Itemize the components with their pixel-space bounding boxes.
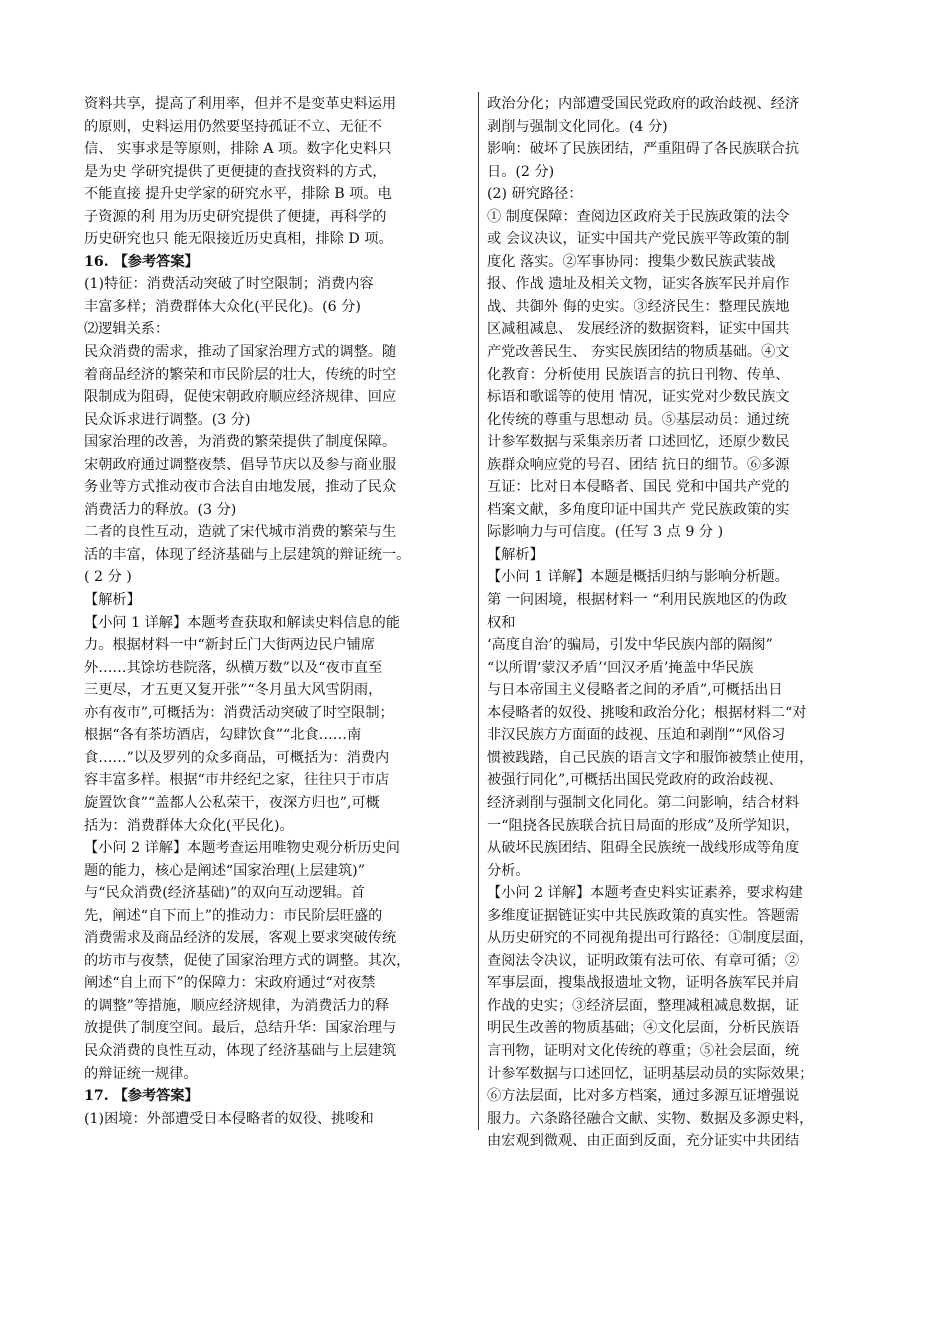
text-line: 历史研究也只 能无限接近历史真相，排除 D 项。 xyxy=(84,231,393,248)
text-line: 族群众响应党的号召、团结 抗日的细节。⑥多源 xyxy=(487,456,790,473)
text-line: 政治分化；内部遭受国民党政府的政治歧视、经济 xyxy=(487,96,800,112)
text-line: 根据“各有茶坊酒店，勾肆饮食”“北食……南 xyxy=(84,727,362,744)
text-line: 放提供了制度空间。最后，总结升华：国家治理与 xyxy=(84,1020,397,1037)
text-line: 括为：消费群体大众化(平民化)。 xyxy=(84,817,294,834)
text-line: 权和 xyxy=(487,614,516,631)
text-line: 【解析】 xyxy=(84,592,141,609)
text-line: 非汉民族方方面面的歧视、压迫和剥削”“风俗习 xyxy=(487,727,786,744)
text-line: 旋置饮食”“盖都人公私荣干，夜深方归也”,可概 xyxy=(84,794,380,811)
column-divider xyxy=(478,92,479,1130)
text-line: 【解析】 xyxy=(487,546,544,563)
text-line: 报、作战 遗址及相关文物，证实各族军民并肩作 xyxy=(487,276,790,293)
text-line: 亦有夜市”,可概括为：消费活动突破了时空限制； xyxy=(84,704,394,721)
text-line: 的坊市与夜禁，促使了国家治理方式的调整。其次， xyxy=(84,952,411,969)
text-line: 民众消费的良性互动，体现了经济基础与上层建筑 xyxy=(84,1042,397,1059)
text-line: 惯被践踏，自己民族的语言文字和服饰被禁止使用， xyxy=(487,749,814,766)
text-line: 或 会议决议，证实中国共产党民族平等政策的制 xyxy=(487,231,790,248)
text-line: 分析。 xyxy=(487,862,530,879)
text-line: 影响：破坏了民族团结，严重阻碍了各民族联合抗 xyxy=(487,141,800,158)
text-line: ( 2 分 ) xyxy=(84,569,132,586)
text-line: 资料共享，提高了利用率，但并不是变革史料运用 xyxy=(84,96,397,112)
text-line: 的辩证统一规律。 xyxy=(84,1065,198,1082)
text-line: 服力。六条路径融合文献、实物、数据及多源史料， xyxy=(487,1110,814,1127)
text-line: 军事层面，搜集战报遗址文物，证明各族军民并肩 xyxy=(487,975,800,992)
text-line: 产党改善民生、 夯实民族团结的物质基础。④文 xyxy=(487,344,790,361)
text-line: 民众诉求进行调整。(3 分) xyxy=(84,411,251,428)
text-line: ‘高度自治’的骗局，引发中华民族内部的隔阂” xyxy=(487,637,773,654)
text-line: 计参军数据与口述回忆，证明基层动员的实际效果； xyxy=(487,1065,814,1082)
text-line: ⑵逻辑关系： xyxy=(84,321,170,338)
text-line: 区减租减息、 发展经济的数据资料，证实中国共 xyxy=(487,321,790,338)
text-line: 战、共御外 侮的史实。③经济民生：整理民族地 xyxy=(487,298,790,315)
text-line: 活的丰富，体现了经济基础与上层建筑的辩证统一。 xyxy=(84,546,411,563)
text-line: 着商品经济的繁荣和市民阶层的壮大，传统的时空 xyxy=(84,366,397,383)
text-line: ① 制度保障：查阅边区政府关于民族政策的法令 xyxy=(487,208,790,225)
text-line: 二者的良性互动，造就了宋代城市消费的繁荣与生 xyxy=(84,524,397,541)
text-line: (1)特征：消费活动突破了时空限制；消费内容 xyxy=(84,276,374,293)
text-line: 被强行同化”,可概括出国民党政府的政治歧视、 xyxy=(487,772,783,789)
text-line: 的原则，史料运用仍然要坚持孤证不立、无征不 xyxy=(84,118,382,135)
text-line: 信、 实事求是等原则，排除 A 项。数字化史料只 xyxy=(84,141,392,158)
text-line: 【小问 2 详解】本题考查运用唯物史观分析历史问 xyxy=(84,840,400,857)
text-line: 一“阻挠各民族联合抗日局面的形成”及所学知识， xyxy=(487,817,800,834)
text-line: 经济剥削与强制文化同化。第二问影响，结合材料 xyxy=(487,794,800,811)
text-line: 查阅法令决议，证明政策有法可依、有章可循；② xyxy=(487,952,800,969)
text-line: 从历史研究的不同视角提出可行路径：①制度层面， xyxy=(487,930,814,947)
text-line: 化传统的尊重与思想动 员。⑤基层动员：通过统 xyxy=(487,411,790,428)
text-line: 日。(2 分) xyxy=(487,163,555,180)
text-line: 不能直接 提升史学家的研究水平，排除 B 项。电 xyxy=(84,186,392,203)
text-line: 食……”以及罗列的众多商品，可概括为：消费内 xyxy=(84,749,390,766)
text-line: 档案文献，多角度印证中国共产 党民族政策的实 xyxy=(487,501,790,518)
text-line: 化教育：分析使用 民族语言的抗日刊物、传单、 xyxy=(487,366,790,383)
text-line: 务业等方式推动夜市合法自由地发展，推动了民众 xyxy=(84,479,397,496)
text-line: 由宏观到微观、由正面到反面，充分证实中共团结 xyxy=(487,1133,800,1150)
text-line: 先，阐述“自下而上”的推动力：市民阶层旺盛的 xyxy=(84,907,383,924)
text-line: 第 一问困境，根据材料一 “利用民族地区的伪政 xyxy=(487,592,788,609)
text-line: 三更尽，才五更又复开张”“冬月虽大风雪阴雨， xyxy=(84,682,383,699)
text-line: “以所谓‘蒙汉矛盾’‘回汉矛盾’掩盖中华民族 xyxy=(487,659,754,676)
text-line: 本侵略者的奴役、挑唆和政治分化；根据材料二“对 xyxy=(487,704,807,721)
text-line: 题的能力，核心是阐述“国家治理(上层建筑)” xyxy=(84,862,365,879)
text-line: ⑥方法层面，比对多方档案，通过多源互证增强说 xyxy=(487,1088,800,1105)
text-line: 计参军数据与采集亲历者 口述回忆，还原少数民 xyxy=(487,434,790,451)
text-line: 是为史 学研究提供了更便捷的查找资料的方式， xyxy=(84,163,387,180)
text-line: 阐述“自上而下”的保障力：宋政府通过“对夜禁 xyxy=(84,975,376,992)
text-line: (1)困境：外部遭受日本侵略者的奴役、挑唆和 xyxy=(84,1110,374,1127)
text-line: 言刊物，证明对文化传统的尊重；⑤社会层面，统 xyxy=(487,1042,800,1059)
text-line: 标语和歌谣等的使用 情况，证实党对少数民族文 xyxy=(487,389,790,406)
text-line: 【小问 2 详解】本题考查史料实证素养，要求构建 xyxy=(487,885,803,902)
text-line: 消费需求及商品经济的发展，客观上要求突破传统 xyxy=(84,930,397,947)
text-line: 与日本帝国主义侵略者之间的矛盾”,可概括出日 xyxy=(487,682,783,699)
text-line: 国家治理的改善，为消费的繁荣提供了制度保障。 xyxy=(84,434,397,451)
text-line: 宋朝政府通过调整夜禁、倡导节庆以及参与商业服 xyxy=(84,456,397,473)
text-line: 限制成为阻碍，促使宋朝政府顺应经济规律、回应 xyxy=(84,389,397,406)
text-line: 丰富多样；消费群体大众化(平民化)。(6 分) xyxy=(84,298,361,315)
text-line: 从破坏民族团结、阻碍全民族统一战线形成等角度 xyxy=(487,840,800,857)
text-line: 与“民众消费(经济基础)”的双向互动逻辑。首 xyxy=(84,885,365,902)
text-line: 容丰富多样。根据“市井经纪之家，往往只于市店 xyxy=(84,772,390,789)
text-line: 互证：比对日本侵略者、国民 党和中国共产党的 xyxy=(487,479,790,496)
text-line: 明民生改善的物质基础；④文化层面，分析民族语 xyxy=(487,1020,800,1037)
right-column xyxy=(487,93,864,1153)
text-line: 民众消费的需求，推动了国家治理方式的调整。随 xyxy=(84,344,397,361)
text-line: 外……其馀坊巷院落，纵横万数”以及“夜市直至 xyxy=(84,659,383,676)
text-line: 的调整”等措施，顺应经济规律，为消费活力的释 xyxy=(84,997,390,1014)
text-line: 度化 落实。②军事协同：搜集少数民族武装战 xyxy=(487,253,776,270)
text-line: 消费活力的释放。(3 分) xyxy=(84,501,237,518)
left-column xyxy=(84,93,466,1130)
text-line: 【小问 1 详解】本题是概括归纳与影响分析题。 xyxy=(487,569,789,586)
text-line: 剥削与强制文化同化。(4 分) xyxy=(487,118,668,135)
text-line: 17. 【参考答案】 xyxy=(84,1088,199,1105)
text-line: 作战的史实；③经济层面，整理减租减息数据，证 xyxy=(487,997,800,1014)
text-line: 16. 【参考答案】 xyxy=(84,253,199,270)
text-line: 子资源的利 用为历史研究提供了便捷，再科学的 xyxy=(84,208,387,225)
text-line: (2) 研究路径： xyxy=(487,186,583,203)
text-line: 多维度证据链证实中共民族政策的真实性。答题需 xyxy=(487,907,800,924)
text-line: 际影响力与可信度。(任写 3 点 9 分 ) xyxy=(487,524,724,541)
text-line: 力。根据材料一中“新封丘门大街两边民户铺席 xyxy=(84,637,376,654)
text-line: 【小问 1 详解】本题考查获取和解读史料信息的能 xyxy=(84,614,400,631)
